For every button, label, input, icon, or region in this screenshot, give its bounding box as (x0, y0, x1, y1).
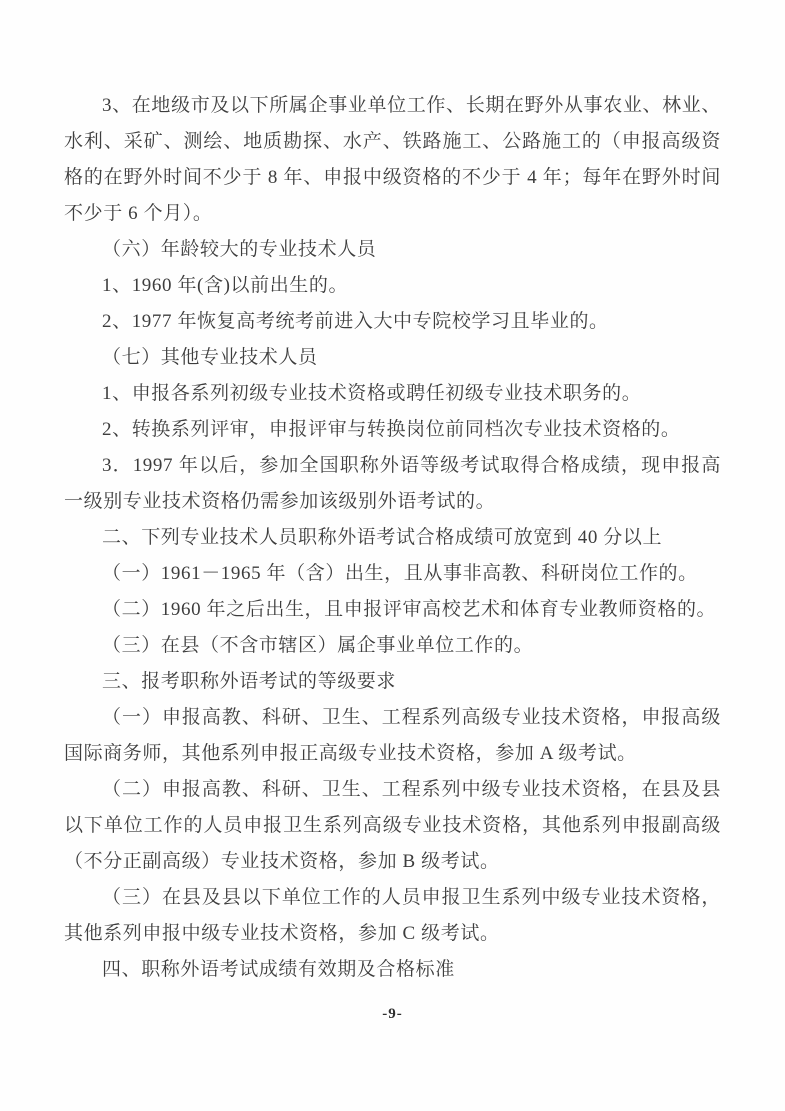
paragraph: （六）年龄较大的专业技术人员 (102, 239, 377, 260)
page-number: -9- (382, 1006, 403, 1022)
paragraph: 2、1977 年恢复高考统考前进入大中专院校学习且毕业的。 (102, 311, 609, 332)
paragraph: （七）其他专业技术人员 (102, 347, 318, 368)
paragraph: （一）申报高教、科研、卫生、工程系列高级专业技术资格，申报高级国际商务师，其他系列申报正高级专业技术资格，参加 A 级考试。 (64, 707, 721, 764)
paragraph: （二）1960 年之后出生，且申报评审高校艺术和体育专业教师资格的。 (102, 599, 717, 620)
paragraph: （二）申报高教、科研、卫生、工程系列中级专业技术资格，在县及县以下单位工作的人员申报卫生系列高级专业技术资格，其他系列申报副高级（不分正副高级）专业技术资格，参加 B 级考试。 (64, 779, 721, 872)
paragraph: 3、在地级市及以下所属企事业单位工作、长期在野外从事农业、林业、水利、采矿、测绘、地质勘探、水产、铁路施工、公路施工的（申报高级资格的在野外时间不少于 8 年、申报中级资格的不少于 4 年；每年在野外时间不少于 6 个月）。 (64, 95, 721, 224)
paragraph: （一）1961－1965 年（含）出生，且从事非高教、科研岗位工作的。 (102, 563, 698, 584)
paragraph: 1、1960 年(含)以前出生的。 (102, 275, 349, 296)
paragraph: 3．1997 年以后，参加全国职称外语等级考试取得合格成绩，现申报高一级别专业技术资格仍需参加该级别外语考试的。 (64, 455, 721, 512)
paragraph: 2、转换系列评审，申报评审与转换岗位前同档次专业技术资格的。 (102, 419, 681, 440)
document-body (64, 88, 721, 988)
paragraph: 三、报考职称外语考试的等级要求 (102, 671, 397, 692)
paragraph: 四、职称外语考试成绩有效期及合格标准 (102, 959, 455, 980)
paragraph: 1、申报各系列初级专业技术资格或聘任初级专业技术职务的。 (102, 383, 642, 404)
paragraph: 二、下列专业技术人员职称外语考试合格成绩可放宽到 40 分以上 (102, 527, 663, 548)
paragraph: （三）在县及县以下单位工作的人员申报卫生系列中级专业技术资格，其他系列申报中级专业技术资格，参加 C 级考试。 (64, 887, 721, 944)
paragraph: （三）在县（不含市辖区）属企事业单位工作的。 (102, 635, 534, 656)
